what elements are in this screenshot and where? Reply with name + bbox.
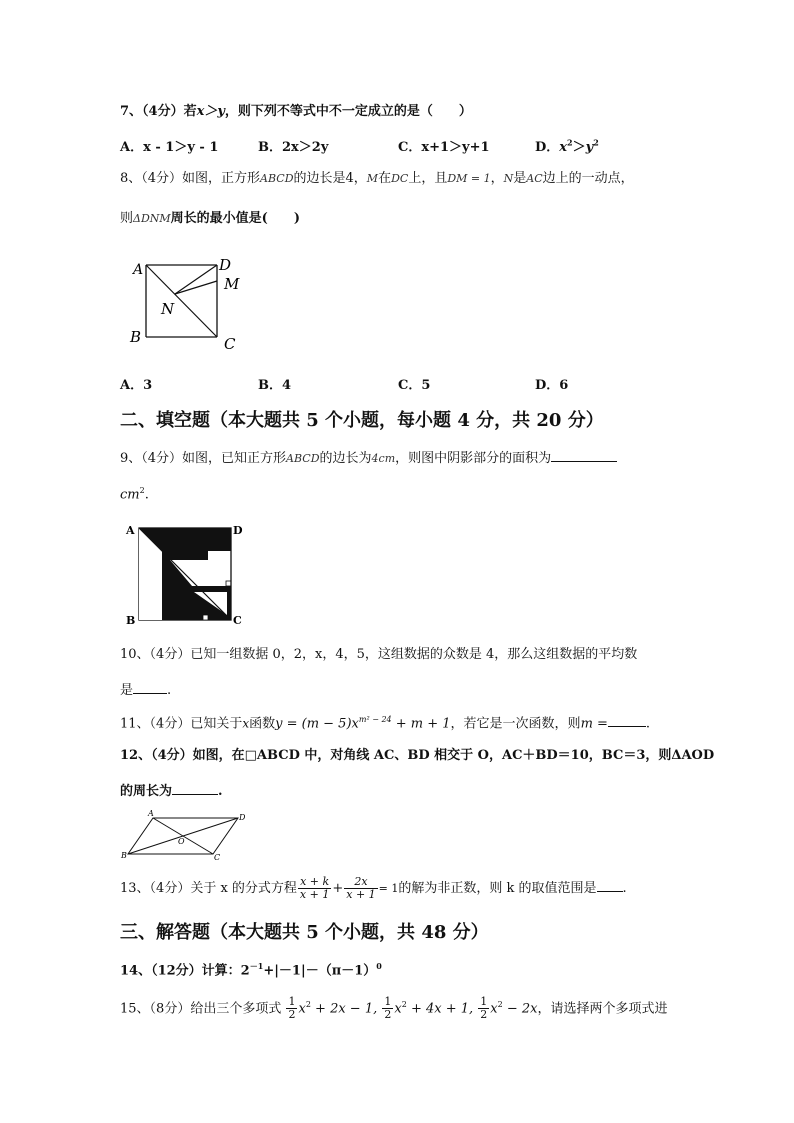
q8-figure: [125, 253, 250, 353]
q13-fraction-1: $\frac{x + k}{x + 1}$: [299, 875, 330, 901]
q13-answer-blank[interactable]: [597, 877, 623, 892]
q8-label-c: C: [224, 335, 236, 353]
q12-stem: 12、（4分）如图，在□ABCD 中，对角线 AC、BD 相交于 O，AC＋BD＝10，BC＝3，则ΔAOD: [120, 748, 715, 763]
q15-half-2: $\frac{1}{2}$: [384, 995, 392, 1022]
section-3-heading: 三、解答题（本大题共 5 个小题，共 48 分）: [120, 922, 489, 943]
q8-stem: 8、（4分）如图，正方形ABCD的边长是4，M在DC上，且DM = 1，N是AC边上的一动点，: [120, 171, 634, 186]
q9-unit: $cm^2$.: [120, 486, 149, 503]
q12-diagonal-bd: [128, 818, 238, 854]
q10-stem: 10、（4分）已知一组数据 0，2，x，4，5，这组数据的众数是 4，那么这组数据的平均数: [120, 647, 638, 662]
q8-label-d: D: [219, 256, 232, 274]
q12-label-o: O: [178, 837, 185, 846]
q8-option-c: C．5: [398, 378, 431, 393]
q9-label-a: A: [126, 524, 135, 537]
q8-stem-line2: 则ΔDNM周长的最小值是( ): [120, 211, 300, 226]
q12-answer-blank[interactable]: [172, 780, 218, 795]
q12-stem-line2: 的周长为 .: [120, 780, 223, 801]
q12-label-c: C: [214, 853, 221, 862]
q10-answer-blank[interactable]: [133, 679, 167, 694]
q15-half-3: $\frac{1}{2}$: [480, 995, 488, 1022]
q8-label-b: B: [130, 328, 142, 346]
q7-option-a: A．x - 1＞y - 1: [120, 140, 219, 155]
q8-label-a: A: [133, 262, 144, 278]
q7-option-d: D．$x^2>y^2$: [535, 137, 599, 155]
q8-label-m: M: [224, 275, 240, 293]
q12-label-b: B: [121, 851, 127, 860]
q11-answer-blank[interactable]: [608, 712, 646, 727]
q8-option-d: D．6: [535, 378, 569, 393]
q8-diagonal-ac: [146, 265, 217, 337]
q11-stem: 11、（4分）已知关于x函数$y = (m - 5)x^{m^2 - 24} + m + 1$，若它是一次函数，则m = .: [120, 711, 650, 733]
q7-stem: 7、（4分）若x＞y，则下列不等式中不一定成立的是（ ）: [120, 104, 472, 119]
q12-figure: [120, 808, 250, 863]
q9-figure: [122, 520, 247, 630]
q9-label-b: B: [126, 614, 136, 627]
q10-stem-line2: 是 .: [120, 679, 171, 700]
q9-label-d: D: [233, 524, 243, 537]
q8-option-b: B．4: [258, 378, 292, 393]
q13-stem: 13、（4分）关于 x 的分式方程 $\frac{x + k}{x + 1}$ + $\frac{2x}{x + 1}$ = 1的解为非正数，则 k 的取值范围是 .: [120, 875, 627, 901]
q8-segment-nm: [175, 281, 217, 294]
q9-label-c: C: [233, 614, 242, 627]
q9-stem: 9、（4分）如图，已知正方形ABCD的边长为4cm，则图中阴影部分的面积为: [120, 447, 617, 468]
q8-label-n: N: [161, 300, 175, 318]
q15-stem: 15、（8分）给出三个多项式 $\frac{1}{2}$ $x^2 + 2x - 1$, $\frac{1}{2}$ $x^2 + 4x + 1$, $\frac{1}{2}$ $x^2 - 2x$，请选择两个多项式进: [120, 995, 668, 1022]
q8-option-a: A．3: [120, 378, 153, 393]
q9-right-angle-2: [203, 615, 208, 620]
q13-fraction-2: $\frac{2x}{x + 1}$: [346, 875, 376, 901]
q9-answer-blank[interactable]: [551, 447, 617, 462]
q14-stem: 14、（12分）计算：$2^{-1}+|-1|-(\pi-1)^0$: [120, 961, 382, 979]
q12-label-a: A: [148, 809, 154, 818]
q12-label-d: D: [239, 813, 246, 822]
section-2-heading: 二、填空题（本大题共 5 个小题，每小题 4 分，共 20 分）: [120, 410, 604, 431]
q8-segment-nd: [175, 265, 217, 294]
q15-half-1: $\frac{1}{2}$: [288, 995, 296, 1022]
q7-option-b: B．2x＞2y: [258, 140, 329, 155]
q7-option-c: C．x+1＞y+1: [398, 140, 490, 155]
